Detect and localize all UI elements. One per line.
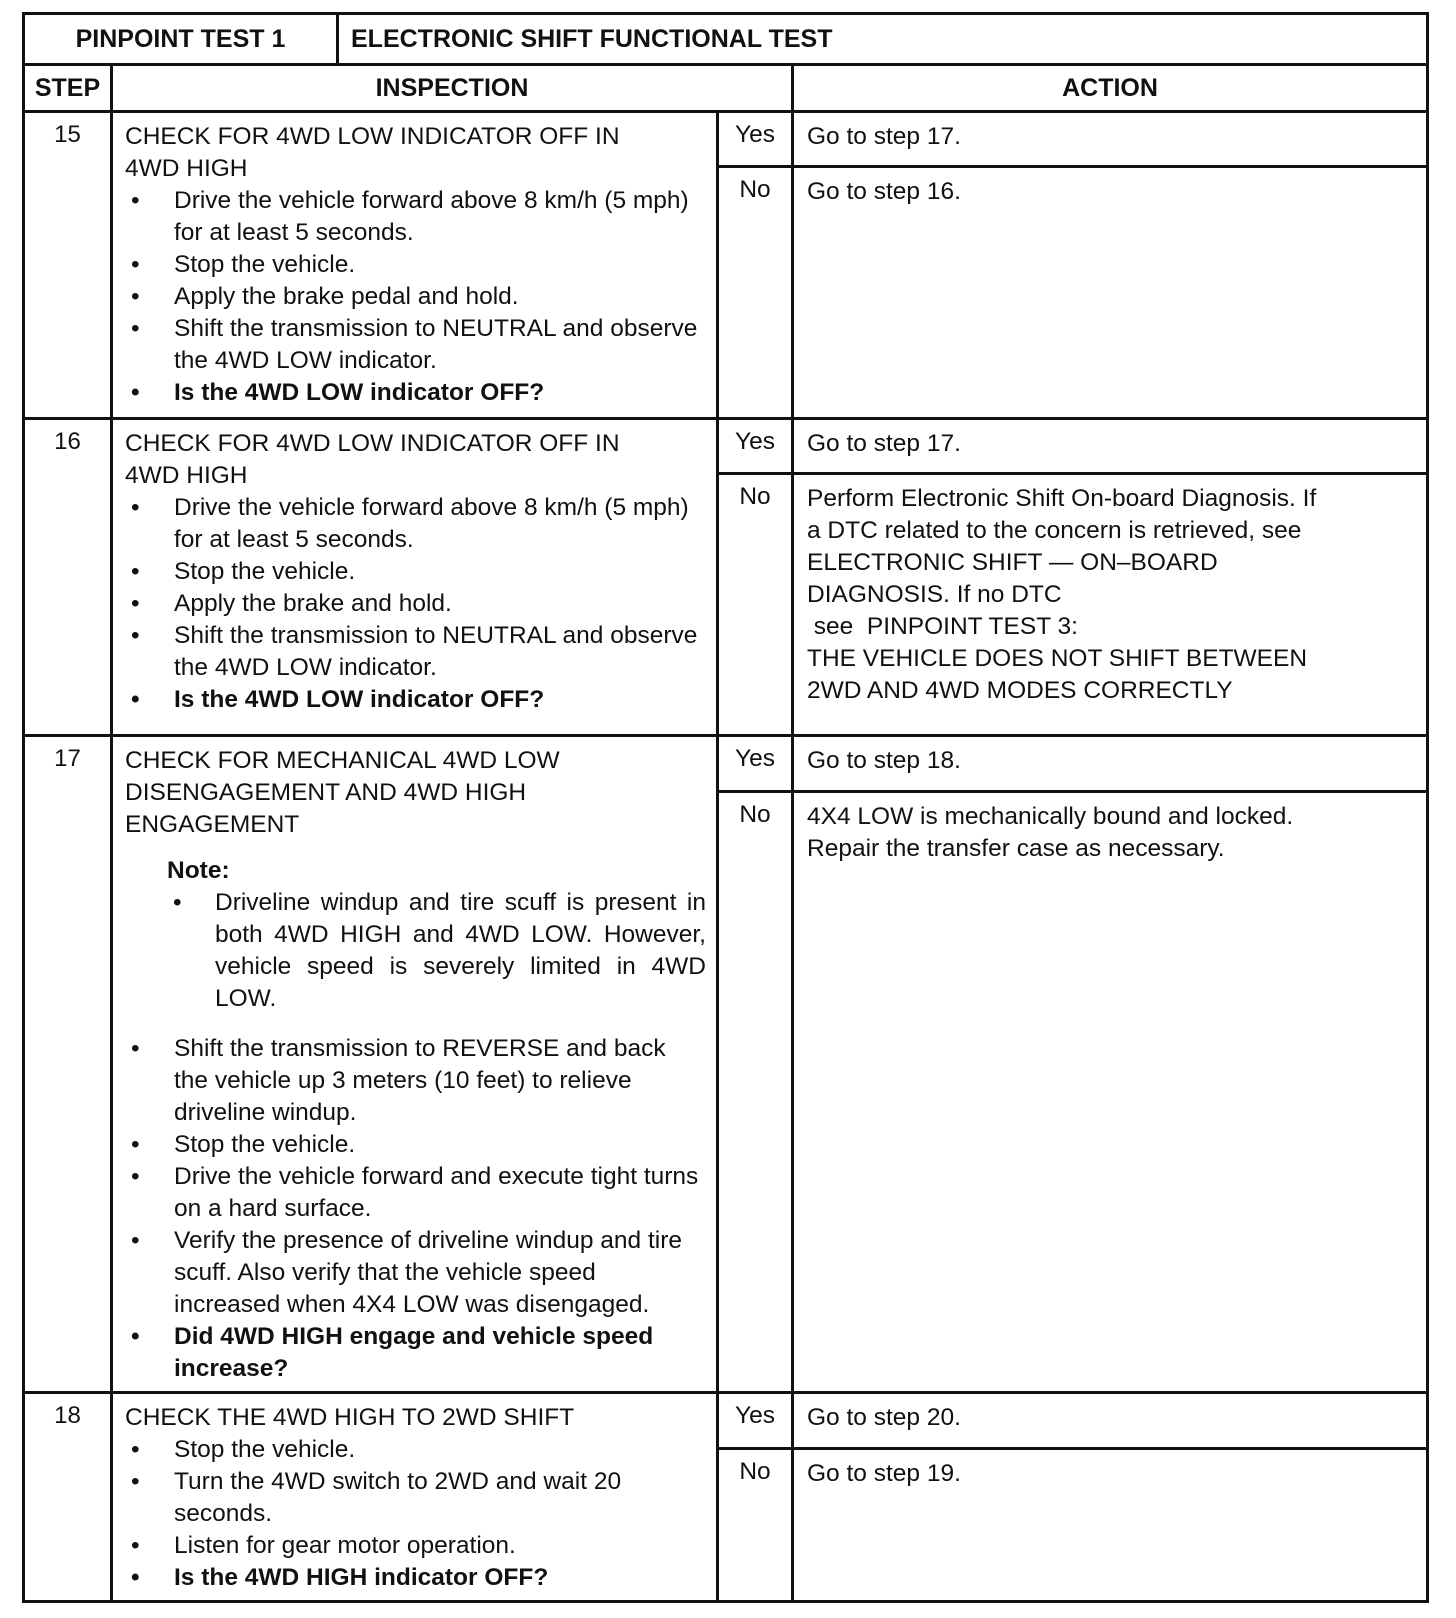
no-action-line: THE VEHICLE DOES NOT SHIFT BETWEEN [807,645,1308,672]
inspection-bullet: • Shift the transmission to NEUTRAL and observe the 4WD LOW indicator. [131,315,698,374]
inspection-bullet: • Apply the brake pedal and hold. [131,283,519,310]
test-header-row [24,14,1428,65]
inspection-bullet: • Listen for gear motor operation. [131,1532,516,1559]
column-header-row [24,65,1428,112]
test-id: PINPOINT TEST 1 [24,14,338,65]
step-title-line: 4WD HIGH [125,462,248,489]
no-action: Go to step 16. [793,167,1428,419]
step-title-line: CHECK FOR MECHANICAL 4WD LOW [125,747,560,774]
yes-action: Go to step 17. [793,112,1428,167]
no-action-line: DIAGNOSIS. If no DTC [807,581,1062,608]
step-title-line: 4WD HIGH [125,155,248,182]
no-action-line: 4X4 LOW is mechanically bound and locked. [807,802,1294,830]
step-17-yes-row [24,736,1428,792]
inspection-bullet: • Verify the presence of driveline windup and tire scuff. Also verify that the vehicle speed increased when 4X4 LOW was disengaged. [131,1227,682,1318]
action-column-header: ACTION [793,65,1428,112]
inspection-question: • Did 4WD HIGH engage and vehicle speed increase? [131,1323,654,1382]
step-title-line: DISENGAGEMENT AND 4WD HIGH [125,779,527,806]
inspection-bullet: • Drive the vehicle forward and execute tight turns on a hard surface. [131,1163,699,1222]
no-action-line: ELECTRONIC SHIFT — ON–BOARD [807,549,1218,576]
no-action [793,474,1428,736]
inspection-bullet: • Turn the 4WD switch to 2WD and wait 20 seconds. [131,1468,622,1527]
no-action-line: 2WD AND 4WD MODES CORRECTLY [807,677,1233,704]
step-number: 15 [24,112,112,419]
step-column-header: STEP [24,65,112,112]
step-18-inspection [112,1393,718,1602]
no-label: No [718,474,793,736]
yes-label: Yes [718,1393,793,1449]
step-15-yes-row [24,112,1428,167]
no-action-line: a DTC related to the concern is retrieved, see [807,517,1302,544]
step-number: 18 [24,1393,112,1602]
step-title-line: CHECK THE 4WD HIGH TO 2WD SHIFT [125,1404,575,1431]
yes-label: Yes [718,112,793,167]
no-label: No [718,1448,793,1601]
inspection-column-header: INSPECTION [112,65,793,112]
note-label: Note: [167,857,230,884]
yes-action: Go to step 20. [793,1393,1428,1449]
inspection-bullet: • Stop the vehicle. [131,1436,356,1463]
test-title: ELECTRONIC SHIFT FUNCTIONAL TEST [338,14,1428,65]
inspection-question: • Is the 4WD LOW indicator OFF? [131,686,545,713]
step-16-yes-row [24,419,1428,474]
note-bullet: • Driveline windup and tire scuff is present in both 4WD HIGH and 4WD LOW. However, vehicle speed is severely limited in 4WD LOW. [173,889,706,1012]
yes-action: Go to step 18. [793,736,1428,792]
step-title-line: CHECK FOR 4WD LOW INDICATOR OFF IN [125,123,620,150]
pinpoint-test-document [22,12,1426,1603]
no-action: Go to step 19. [793,1448,1428,1601]
pinpoint-test-table [22,12,1429,1603]
step-title-line: CHECK FOR 4WD LOW INDICATOR OFF IN [125,430,620,457]
no-action-line: Perform Electronic Shift On-board Diagnosis. If [807,485,1317,512]
inspection-bullet: • Drive the vehicle forward above 8 km/h (5 mph) for at least 5 seconds. [131,494,689,553]
yes-label: Yes [718,736,793,792]
step-17-inspection [112,736,718,1393]
inspection-question: • Is the 4WD HIGH indicator OFF? [131,1564,549,1591]
no-action-line: Repair the transfer case as necessary. [807,834,1225,862]
no-label: No [718,167,793,419]
step-15-inspection [112,112,718,419]
yes-label: Yes [718,419,793,474]
yes-action: Go to step 17. [793,419,1428,474]
no-label: No [718,791,793,1392]
note-block [167,855,706,1015]
step-18-yes-row [24,1393,1428,1449]
inspection-bullet: • Stop the vehicle. [131,1131,356,1158]
inspection-bullet: • Stop the vehicle. [131,558,356,585]
step-title-line: ENGAGEMENT [125,811,300,838]
step-number: 16 [24,419,112,736]
inspection-bullet: • Shift the transmission to REVERSE and back the vehicle up 3 meters (10 feet) to relieve driveline windup. [131,1035,666,1126]
inspection-bullet: • Shift the transmission to NEUTRAL and observe the 4WD LOW indicator. [131,622,698,681]
inspection-question: • Is the 4WD LOW indicator OFF? [131,379,545,406]
inspection-bullet: • Stop the vehicle. [131,251,356,278]
inspection-bullet: • Apply the brake and hold. [131,590,452,617]
step-16-inspection [112,419,718,736]
no-action [793,791,1428,1392]
step-number: 17 [24,736,112,1393]
inspection-bullet: • Drive the vehicle forward above 8 km/h (5 mph) for at least 5 seconds. [131,187,689,246]
no-action-line: see PINPOINT TEST 3: [807,613,1078,640]
